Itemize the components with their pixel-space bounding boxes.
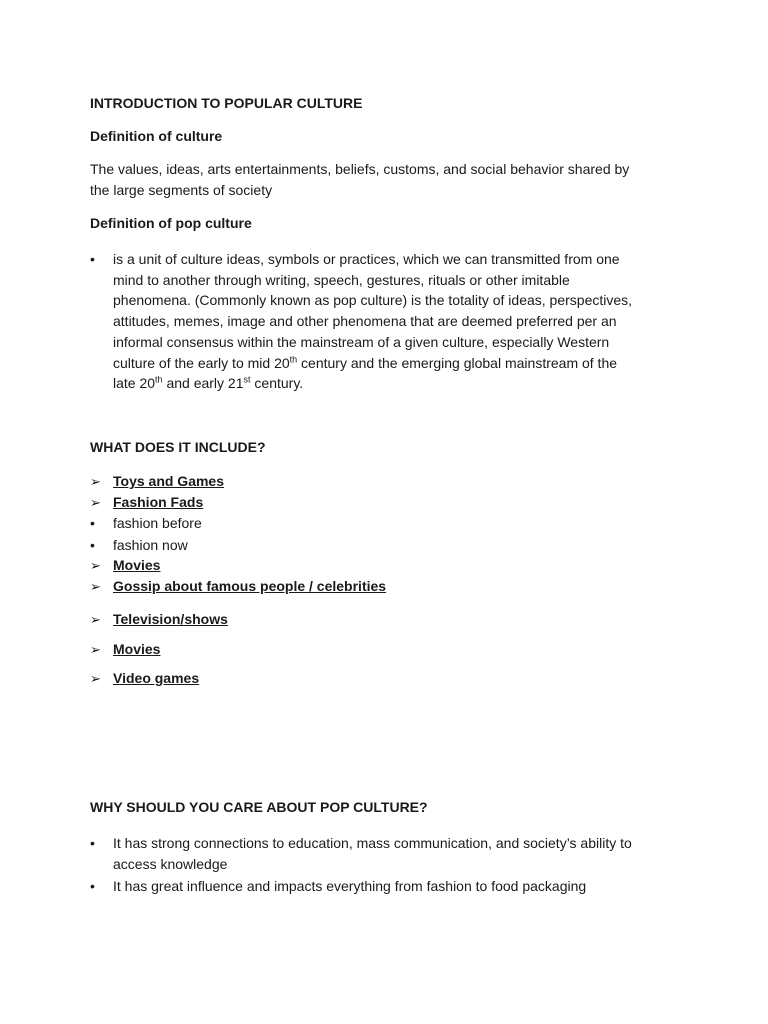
pop-culture-definition-bullet	[90, 249, 690, 394]
care-bullet-2	[90, 876, 690, 897]
arrow-bullet-icon: ➢	[90, 580, 101, 595]
list-item-television-shows: ➢ Television/shows	[90, 611, 228, 628]
arrow-bullet-icon: ➢	[90, 559, 101, 574]
list-item-toys-and-games: ➢ Toys and Games	[90, 473, 225, 490]
culture-definition-line-2: the large segments of society	[90, 182, 273, 198]
pop-definition-line-4: attitudes, memes, image and other phenomena that are deemed preferred per an	[113, 313, 617, 330]
document-title: INTRODUCTION TO POPULAR CULTURE	[90, 95, 363, 111]
list-item-movies: ➢ Movies	[90, 557, 161, 574]
care-item-1-line-1: It has strong connections to education, mass communication, and society’s ability to	[113, 835, 632, 851]
culture-definition-line-1: The values, ideas, arts entertainments, beliefs, customs, and social behavior shared by	[90, 161, 630, 177]
arrow-bullet-icon: ➢	[90, 496, 101, 511]
definition-of-pop-culture-heading: Definition of pop culture	[90, 215, 252, 231]
bullet-marker: •	[90, 515, 95, 531]
pop-definition-line-1: is a unit of culture ideas, symbols or practices, which we can transmitted from one	[113, 251, 620, 267]
bullet-marker: •	[90, 537, 95, 553]
pop-definition-line-5: informal consensus within the mainstream of a given culture, especially Western	[113, 333, 610, 350]
why-care-heading: WHY SHOULD YOU CARE ABOUT POP CULTURE?	[90, 799, 428, 815]
list-item-fashion-fads: ➢ Fashion Fads	[90, 494, 204, 511]
bullet-marker: •	[90, 835, 95, 851]
list-item-movies-2: ➢ Movies	[90, 641, 161, 658]
care-bullet-1	[90, 833, 690, 874]
care-item-1-line-2: access knowledge	[113, 855, 228, 872]
care-item-2: It has great influence and impacts everything from fashion to food packaging	[113, 878, 587, 894]
what-does-it-include-heading: WHAT DOES IT INCLUDE?	[90, 439, 266, 455]
pop-definition-line-3: phenomena. (Commonly known as pop culture) is the totality of ideas, perspectives,	[113, 292, 633, 309]
arrow-bullet-icon: ➢	[90, 672, 101, 687]
definition-of-culture-heading: Definition of culture	[90, 128, 223, 144]
list-item-video-games: ➢ Video games	[90, 670, 200, 687]
pop-definition-line-7: late 20th and early 21st century.	[113, 374, 304, 392]
pop-definition-line-2: mind to another through writing, speech, gestures, rituals or other imitable	[113, 271, 570, 288]
list-item-fashion-now: • fashion now	[90, 537, 188, 553]
bullet-marker: •	[90, 251, 95, 267]
pop-definition-line-6: culture of the early to mid 20th century and the emerging global mainstream of the	[113, 353, 618, 371]
arrow-bullet-icon: ➢	[90, 643, 101, 658]
list-item-fashion-before: • fashion before	[90, 515, 202, 531]
bullet-marker: •	[90, 878, 95, 894]
arrow-bullet-icon: ➢	[90, 475, 101, 490]
list-item-gossip: ➢ Gossip about famous people / celebrities	[90, 578, 387, 595]
arrow-bullet-icon: ➢	[90, 613, 101, 628]
